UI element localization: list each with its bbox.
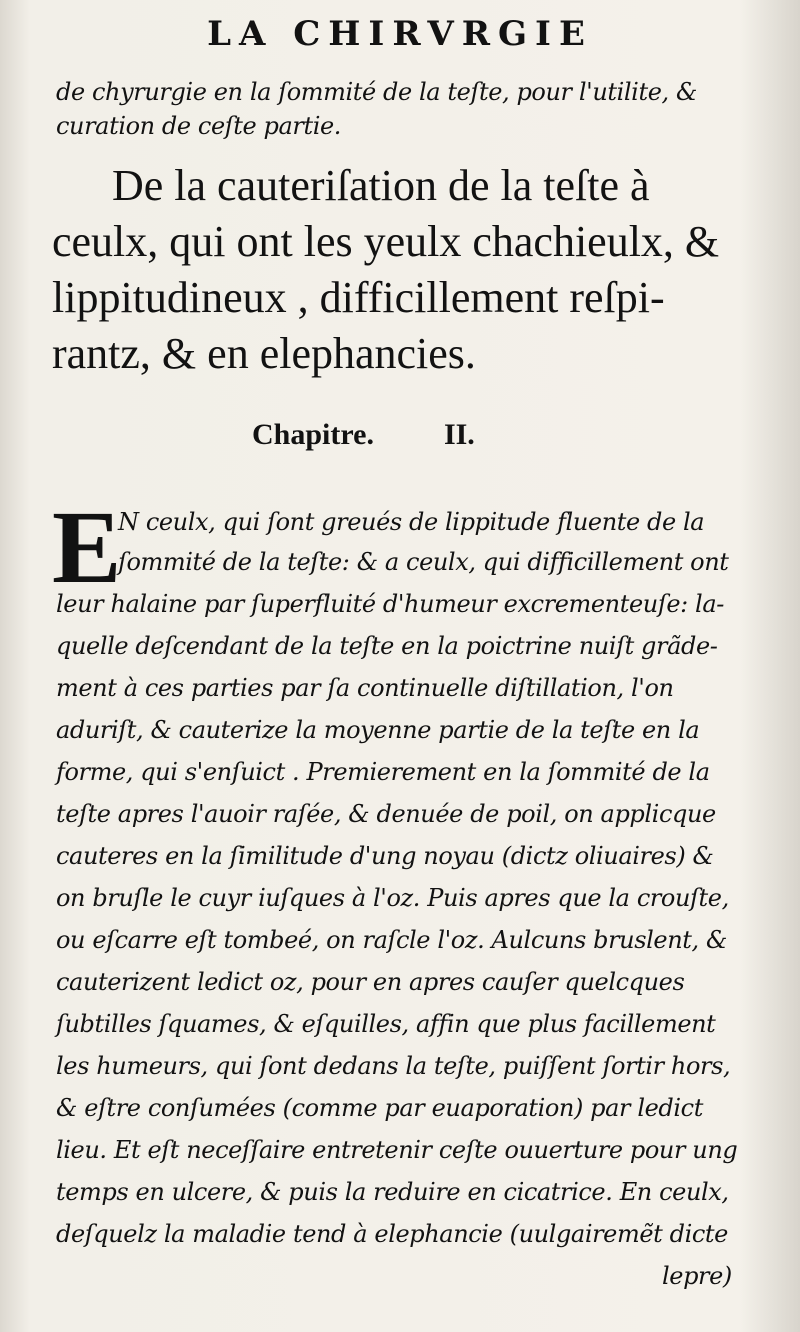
chapter-label: Chapitre. <box>252 418 374 451</box>
chapter-heading <box>252 418 475 452</box>
body-line: cauteres en la ſimilitude d'ung noyau (dictz oliuaires) & <box>56 842 714 870</box>
body-line: deſquelz la maladie tend à elephancie (uulgairemẽt dicte <box>56 1220 728 1248</box>
section-title-line: rantz, & en elephancies. <box>52 329 476 378</box>
section-title-line: lippitudineux , difficillement reſpi- <box>52 273 665 322</box>
body-line: lepre) <box>662 1262 732 1290</box>
body-line: quelle deſcendant de la teſte en la poictrine nuiſt grãde- <box>56 632 718 660</box>
section-title-line: De la cauteriſation de la teſte à <box>112 161 650 210</box>
body-line: ſommité de la teſte: & a ceulx, qui difficillement ont <box>118 548 729 576</box>
body-line: ou eſcarre eſt tombeé, on raſcle l'oz. Aulcuns bruslent, & <box>56 926 727 954</box>
chapter-number: II. <box>443 418 475 451</box>
body-line: & eſtre conſumées (comme par euaporation) par ledict <box>56 1094 703 1122</box>
drop-cap: E <box>52 490 122 605</box>
intro-line: de chyrurgie en la ſommité de la teſte, pour l'utilite, & <box>56 78 697 106</box>
body-line: ſubtilles ſquames, & eſquilles, affin que plus facillement <box>56 1010 716 1038</box>
body-line: lieu. Et eſt neceſſaire entretenir ceſte ouuerture pour ung <box>56 1136 738 1164</box>
body-line: aduriſt, & cauterize la moyenne partie de la teſte en la <box>56 716 700 744</box>
body-line: teſte apres l'auoir raſée, & denuée de poil, on applicque <box>56 800 716 828</box>
body-line: les humeurs, qui ſont dedans la teſte, puiſſent ſortir hors, <box>56 1052 731 1080</box>
body-line: forme, qui s'enſuict . Premierement en la ſommité de la <box>56 758 710 786</box>
body-line: ment à ces parties par ſa continuelle diſtillation, l'on <box>56 674 674 702</box>
body-line: N ceulx, qui ſont greués de lippitude fluente de la <box>118 508 705 536</box>
section-title-line: ceulx, qui ont les yeulx chachieulx, & <box>52 217 720 266</box>
body-line: leur halaine par ſuperfluité d'humeur excrementeuſe: la- <box>56 590 724 618</box>
running-head: LA CHIRVRGIE <box>207 14 593 54</box>
intro-line: curation de ceſte partie. <box>56 112 342 140</box>
body-line: cauterizent ledict oz, pour en apres cauſer quelcques <box>56 968 685 996</box>
body-line: on bruſle le cuyr iuſques à l'oz. Puis apres que la crouſte, <box>56 884 729 912</box>
body-line: temps en ulcere, & puis la reduire en cicatrice. En ceulx, <box>56 1178 729 1206</box>
